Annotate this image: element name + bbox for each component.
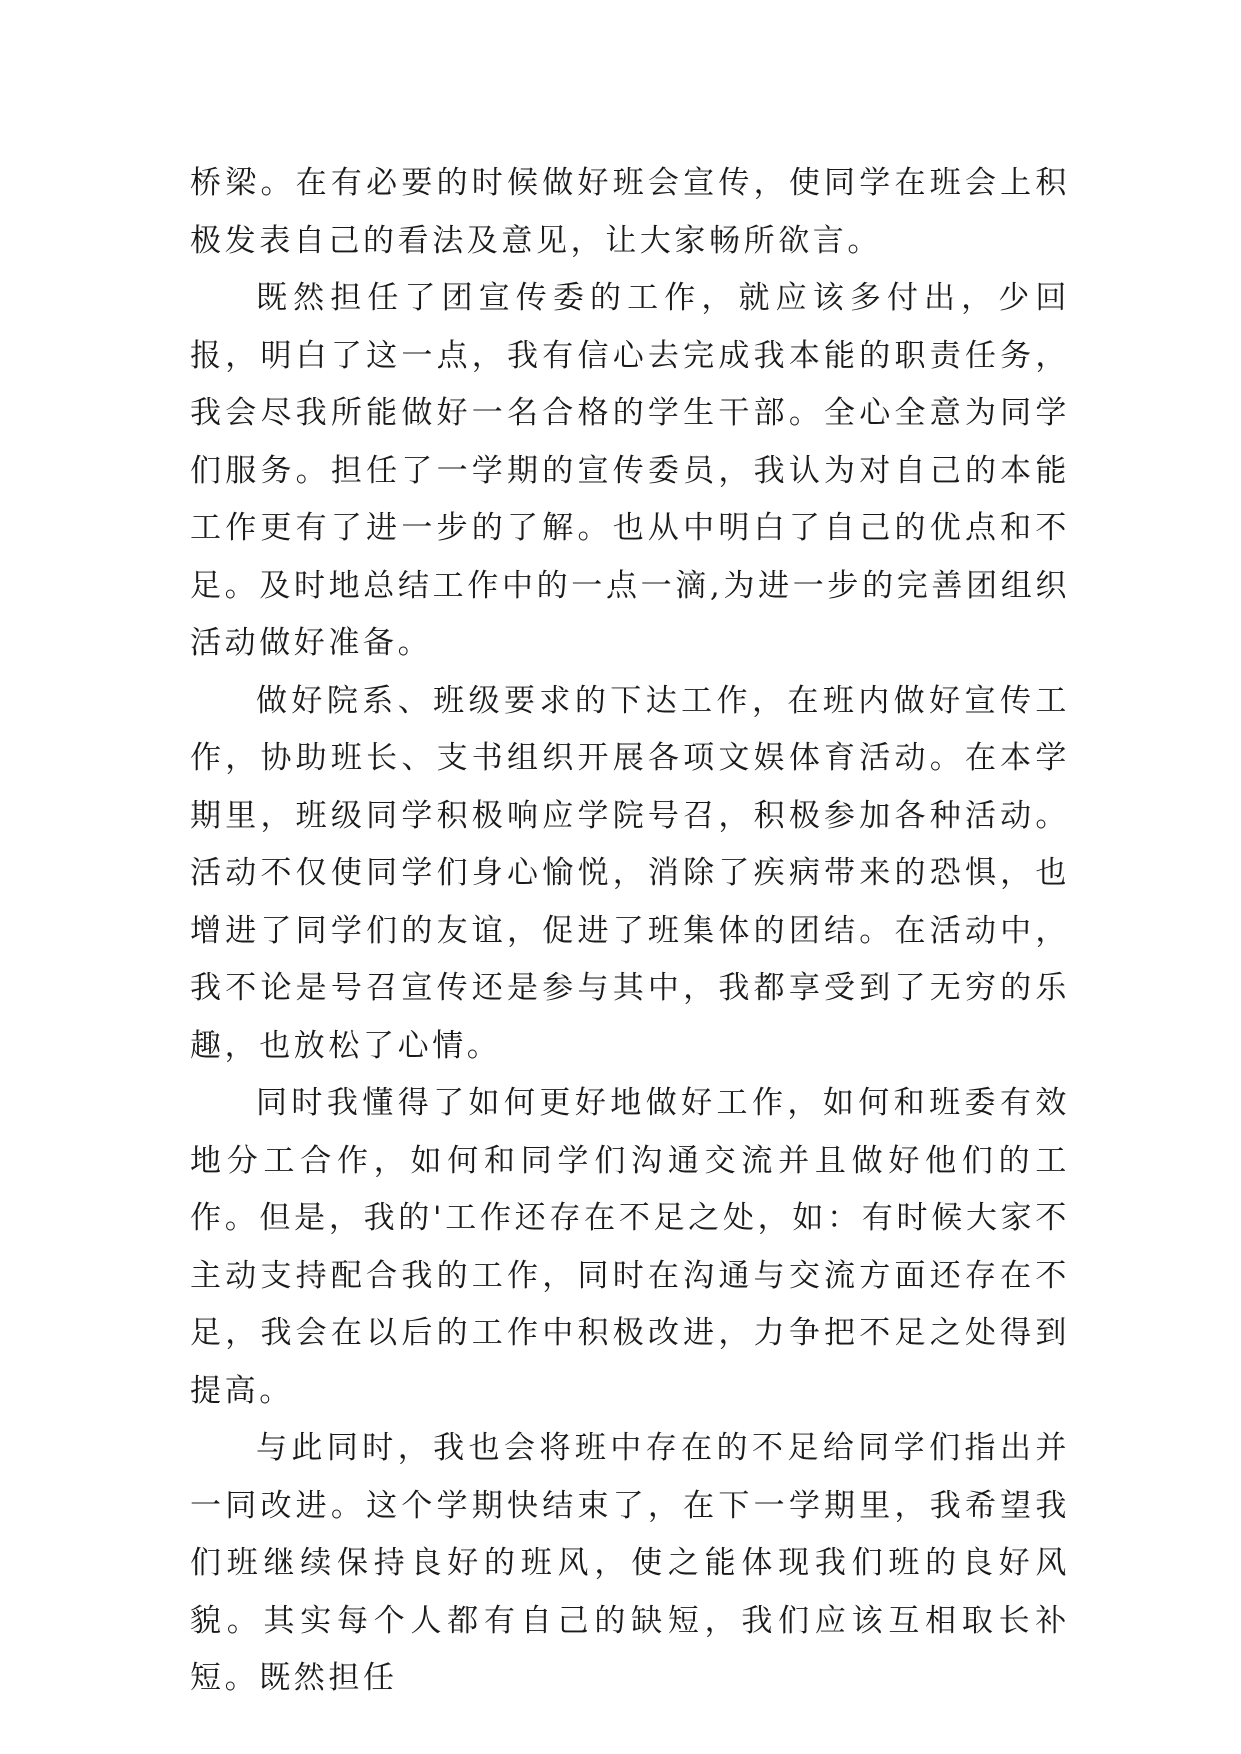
document-body	[190, 155, 1070, 1708]
paragraph: 既然担任了团宣传委的工作，就应该多付出，少回报，明白了这一点，我有信心去完成我本能的职责任务，我会尽我所能做好一名合格的学生干部。全心全意为同学们服务。担任了一学期的宣传委员，我认为对自己的本能工作更有了进一步的了解。也从中明白了自己的优点和不足。及时地总结工作中的一点一滴,为进一步的完善团组织活动做好准备。	[190, 280, 1070, 661]
paragraph: 做好院系、班级要求的下达工作，在班内做好宣传工作，协助班长、支书组织开展各项文娱体育活动。在本学期里，班级同学积极响应学院号召，积极参加各种活动。活动不仅使同学们身心愉悦，消除了疾病带来的恐惧，也增进了同学们的友谊，促进了班集体的团结。在活动中，我不论是号召宣传还是参与其中，我都享受到了无穷的乐趣，也放松了心情。	[190, 682, 1070, 1064]
paragraph-continued: 桥梁。在有必要的时候做好班会宣传，使同学在班会上积极发表自己的看法及意见，让大家畅所欲言。	[190, 165, 1070, 259]
paragraph: 同时我懂得了如何更好地做好工作，如何和班委有效地分工合作，如何和同学们沟通交流并且做好他们的工作。但是，我的'工作还存在不足之处，如：有时候大家不主动支持配合我的工作，同时在沟通与交流方面还存在不足，我会在以后的工作中积极改进，力争把不足之处得到提高。	[190, 1085, 1070, 1409]
paragraph: 与此同时，我也会将班中存在的不足给同学们指出并一同改进。这个学期快结束了，在下一学期里，我希望我们班继续保持良好的班风，使之能体现我们班的良好风貌。其实每个人都有自己的缺短，我们应该互相取长补短。既然担任	[190, 1430, 1070, 1696]
